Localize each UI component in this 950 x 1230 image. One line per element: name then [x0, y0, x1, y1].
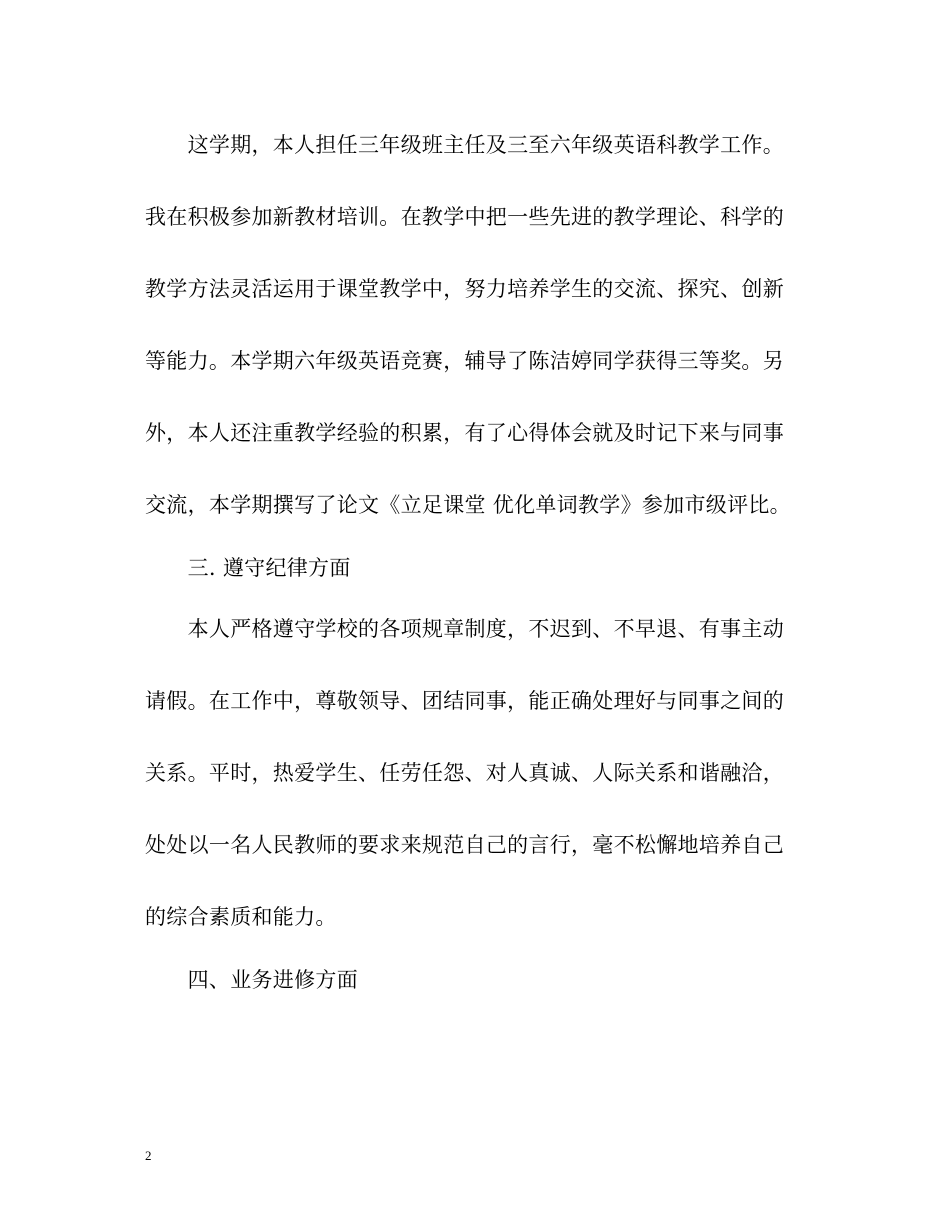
section-heading: 四、业务进修方面 — [145, 968, 358, 992]
paragraph-line: 外，本人还注重教学经验的积累，有了心得体会就及时记下来与同事 — [145, 421, 784, 445]
paragraph-line: 关系。平时，热爱学生、任劳任怨、对人真诚、人际关系和谐融洽， — [145, 761, 784, 785]
paragraph-line: 交流，本学期撰写了论文《立足课堂 优化单词教学》参加市级评比。 — [145, 493, 791, 517]
paragraph-line: 我在积极参加新教材培训。在教学中把一些先进的教学理论、科学的 — [145, 205, 784, 229]
paragraph-line: 处处以一名人民教师的要求来规范自己的言行，毫不松懈地培养自己 — [145, 833, 784, 857]
paragraph-line: 这学期，本人担任三年级班主任及三至六年级英语科教学工作。 — [145, 133, 784, 157]
paragraph-line: 教学方法灵活运用于课堂教学中，努力培养学生的交流、探究、创新 — [145, 277, 784, 301]
paragraph-line: 等能力。本学期六年级英语竞赛，辅导了陈洁婷同学获得三等奖。另 — [145, 349, 784, 373]
paragraph-line: 的综合素质和能力。 — [145, 905, 337, 929]
paragraph-line: 本人严格遵守学校的各项规章制度，不迟到、不早退、有事主动 — [145, 617, 784, 641]
page-number: 2 — [145, 1148, 152, 1163]
section-heading: 三. 遵守纪律方面 — [145, 556, 351, 580]
paragraph-line: 请假。在工作中，尊敬领导、团结同事，能正确处理好与同事之间的 — [145, 689, 784, 713]
